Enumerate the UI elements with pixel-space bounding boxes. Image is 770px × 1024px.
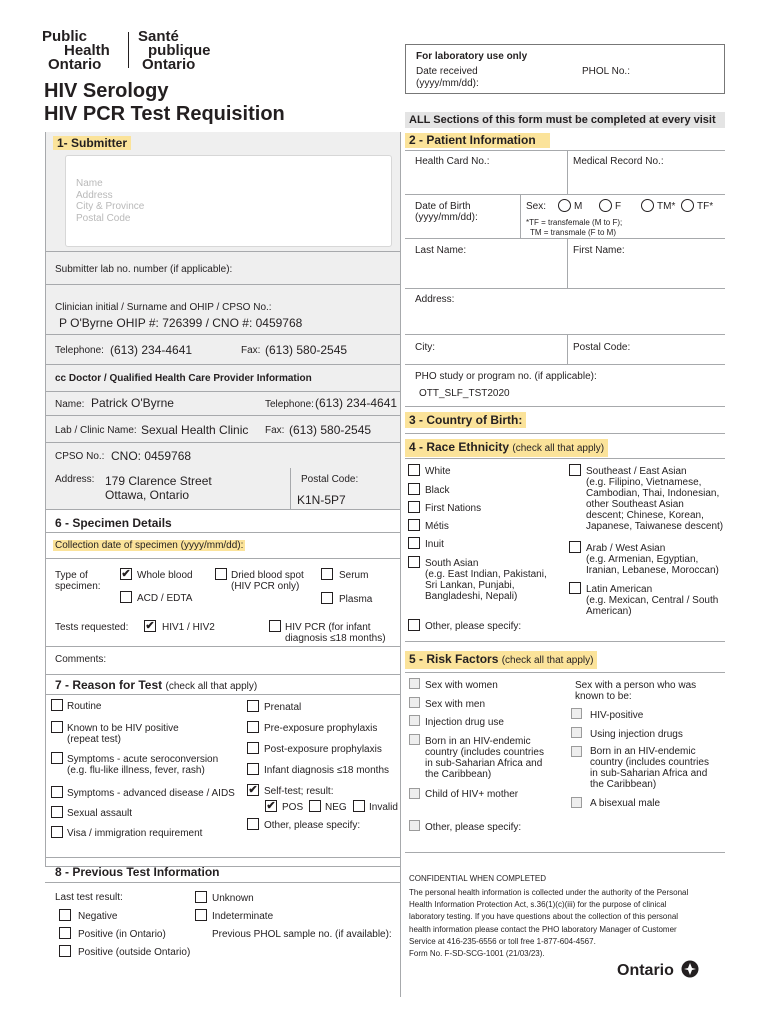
patient-heading: 2 - Patient Information (405, 133, 550, 148)
p-endemic-label (590, 746, 709, 790)
sexual-assault-label: Sexual assault (67, 808, 133, 819)
south-asian-line: Bangladeshi, Nepali) (425, 591, 518, 602)
left-border (45, 132, 46, 867)
acd-label: ACD / EDTA (137, 593, 193, 604)
health-card-label[interactable]: Health Card No.: (415, 156, 490, 167)
infant-label: Infant diagnosis ≤18 months (264, 765, 390, 776)
pcr-checkbox[interactable] (269, 620, 281, 632)
logo-fr-line: Santé (138, 28, 179, 45)
pos-label: POS (282, 802, 304, 813)
men-label: Sex with men (425, 699, 486, 710)
race-heading-row (405, 439, 608, 457)
invalid-checkbox[interactable] (353, 800, 365, 812)
last-name-label[interactable]: Last Name: (415, 245, 467, 256)
visa-checkbox[interactable] (51, 826, 63, 838)
address-placeholder-line: Address (76, 189, 113, 201)
left-column (45, 132, 400, 997)
cc-address-row (45, 468, 400, 510)
address-placeholder-line: Postal Code (76, 212, 131, 224)
latin-line: Latin American (586, 584, 653, 595)
indeterminate-label: Indeterminate (212, 911, 274, 922)
prep-checkbox[interactable] (247, 721, 259, 733)
whole-blood-checkbox[interactable]: ✔ (121, 568, 131, 580)
fax-label: Fax: (241, 345, 261, 356)
ontario-logo (617, 960, 699, 980)
hiv-positive-label: HIV-positive (590, 710, 644, 721)
dried-blood-line: Dried blood spot (231, 570, 304, 581)
race-heading: 4 - Race Ethnicity (409, 440, 510, 454)
dried-blood-label (231, 570, 304, 592)
south-asian-label (425, 558, 547, 602)
advanced-label: Symptoms - advanced disease / AIDS (67, 788, 235, 799)
women-label: Sex with women (425, 680, 498, 691)
telephone-label: Telephone: (55, 345, 104, 356)
self-test-label: Self-test; result: (264, 786, 334, 797)
negative-checkbox[interactable] (59, 909, 71, 921)
sex-note-line: *TF = transfemale (M to F); (526, 218, 623, 227)
submitter-heading: 1- Submitter (53, 136, 131, 150)
fax-value[interactable]: (613) 580-2545 (265, 343, 348, 357)
phol-sample-label[interactable]: Previous PHOL sample no. (if available): (212, 929, 392, 940)
invalid-label: Invalid (369, 802, 398, 813)
cc-postal-label: Postal Code: (301, 474, 359, 485)
se-asian-checkbox[interactable] (569, 464, 581, 476)
logo-en-line: Public (42, 28, 88, 45)
comments-label[interactable]: Comments: (55, 654, 107, 665)
left-bottom-rule (45, 866, 400, 867)
all-sections-note: ALL Sections of this form must be completed at every visit (405, 112, 725, 128)
arab-line: (e.g. Armenian, Egyptian, (586, 554, 699, 565)
known-positive-checkbox[interactable] (51, 721, 63, 733)
white-checkbox[interactable] (408, 464, 420, 476)
date-received-label: Date received (416, 66, 478, 77)
south-asian-line: South Asian (425, 558, 479, 569)
black-checkbox[interactable] (408, 483, 420, 495)
person-heading-line: known to be: (575, 691, 632, 702)
cc-fax-label: Fax: (265, 425, 285, 436)
latin-checkbox[interactable] (569, 582, 581, 594)
country-heading[interactable]: 3 - Country of Birth: (405, 412, 526, 428)
south-asian-line: Sri Lankan, Punjabi, (425, 580, 515, 591)
ontario-logo-text: Ontario (617, 962, 674, 979)
endemic-line: country (includes countries (425, 747, 544, 758)
visa-label: Visa / immigration requirement (67, 828, 203, 839)
cc-name-value[interactable]: Patrick O'Byrne (91, 396, 174, 410)
sexual-assault-checkbox[interactable] (51, 806, 63, 818)
idu-checkbox[interactable] (409, 715, 420, 726)
specimen-type-label (55, 570, 101, 592)
idu-label: Injection drug use (425, 717, 504, 728)
neg-label: NEG (325, 802, 347, 813)
submitter-lab-no-field[interactable] (45, 252, 400, 285)
form-title-line: HIV PCR Test Requisition (44, 103, 285, 125)
women-checkbox[interactable] (409, 678, 420, 689)
risk-other-checkbox[interactable] (409, 820, 420, 831)
logo-divider (128, 32, 129, 68)
neg-checkbox[interactable] (309, 800, 321, 812)
trillium-icon (681, 960, 699, 978)
race-other-checkbox[interactable] (408, 619, 420, 631)
person-heading (575, 680, 696, 702)
sex-f-radio[interactable] (599, 199, 612, 212)
using-drugs-checkbox[interactable] (571, 727, 582, 738)
sex-note-line: TM = transmale (F to M) (530, 228, 617, 237)
pcr-line: diagnosis ≤18 months) (285, 633, 386, 644)
prenatal-label: Prenatal (264, 702, 302, 713)
acute-label (67, 754, 218, 776)
unknown-label: Unknown (212, 893, 254, 904)
acute-line: (e.g. flu-like illness, fever, rash) (67, 765, 205, 776)
address-placeholder-line: Name (76, 178, 103, 189)
serum-label: Serum (339, 570, 369, 581)
endemic-label (425, 736, 544, 780)
latin-label (586, 584, 718, 617)
p-endemic-checkbox[interactable] (571, 746, 582, 757)
pep-checkbox[interactable] (247, 742, 259, 754)
sex-note (526, 218, 622, 238)
hiv12-label: HIV1 / HIV2 (162, 622, 215, 633)
se-asian-line: descent; Chinese, Korean, (586, 510, 704, 521)
cc-address-label: Address: (55, 474, 95, 485)
confidential-line: Health Information Protection Act, s.36(1)(c)(iii) for the purpose of clinical (409, 900, 667, 910)
pho-study-value[interactable]: OTT_SLF_TST2020 (419, 388, 510, 399)
confidential-line: Service at 416-235-6556 or toll free 1-877-604-4567. (409, 936, 596, 946)
pcr-line: HIV PCR (for infant (285, 622, 371, 633)
se-asian-label (586, 466, 723, 532)
cc-name-label: Name: (55, 399, 85, 410)
se-asian-line: other Southeast Asian (586, 499, 684, 510)
cc-address-line: Ottawa, Ontario (105, 488, 190, 502)
negative-label: Negative (78, 911, 118, 922)
reason-heading-row (55, 678, 257, 692)
latin-line: American) (586, 606, 632, 617)
arab-line: Arab / West Asian (586, 543, 666, 554)
south-asian-line: (e.g. East Indian, Pakistani, (425, 569, 547, 580)
clinician-field[interactable] (45, 285, 400, 335)
cc-address-line: 179 Clarence Street (105, 474, 212, 488)
reason-heading: 7 - Reason for Test (55, 678, 163, 692)
confidential-heading: CONFIDENTIAL WHEN COMPLETED (409, 874, 547, 883)
arab-checkbox[interactable] (569, 541, 581, 553)
confidential-line: health information please contact the PHO laboratory Manager of Customer (409, 924, 677, 934)
endemic-line: in sub-Saharian Africa and (425, 758, 543, 769)
right-column (405, 132, 725, 997)
acute-line: Symptoms - acute seroconversion (67, 754, 219, 765)
sex-m-label: M (574, 201, 583, 212)
previous-heading: 8 - Previous Test Information (55, 865, 220, 879)
se-asian-line: Southeast / East Asian (586, 466, 687, 477)
clinician-value: P O'Byrne OHIP #: 726399 / CNO #: 0459768 (59, 316, 303, 330)
logo-en-line: Ontario (48, 56, 102, 73)
arab-label (586, 543, 719, 576)
indeterminate-checkbox[interactable] (195, 909, 207, 921)
telephone-value[interactable]: (613) 234-4641 (110, 343, 193, 357)
reason-sub: (check all that apply) (165, 681, 258, 692)
risk-other-label: Other, please specify: (425, 822, 522, 833)
cc-lab-value[interactable]: Sexual Health Clinic (141, 423, 249, 437)
serum-checkbox[interactable] (321, 568, 333, 580)
cc-telephone-value[interactable]: (613) 234-4641 (315, 396, 398, 410)
form-number: Form No. F-SD-SCG-1001 (21/03/23). (409, 949, 545, 959)
race-other-label: Other, please specify: (425, 621, 522, 632)
logo-en-line: Health (64, 42, 110, 59)
submitter-phone-row (45, 335, 400, 365)
medical-record-label[interactable]: Medical Record No.: (573, 156, 664, 167)
hiv12-checkbox[interactable]: ✔ (145, 620, 155, 632)
lab-use-heading: For laboratory use only (416, 51, 528, 62)
person-heading-line: Sex with a person who was (575, 680, 697, 691)
positive-on-checkbox[interactable] (59, 927, 71, 939)
cc-cpso-label: CPSO No.: (55, 451, 105, 462)
known-positive-label (67, 723, 179, 745)
prenatal-checkbox[interactable] (247, 700, 259, 712)
first-name-label[interactable]: First Name: (573, 245, 625, 256)
cc-heading: cc Doctor / Qualified Health Care Provider Information (55, 373, 312, 384)
pcr-label (285, 622, 386, 644)
city-label[interactable]: City: (415, 342, 435, 353)
logo-fr-line: Ontario (142, 56, 196, 73)
se-asian-line: Japanese, Taiwanese descent) (586, 521, 724, 532)
submitter-address-box[interactable] (65, 155, 392, 247)
positive-out-checkbox[interactable] (59, 945, 71, 957)
using-drugs-label: Using injection drugs (590, 729, 683, 740)
sex-m-radio[interactable] (558, 199, 571, 212)
logo-fr (138, 30, 228, 72)
p-endemic-line: the Caribbean) (590, 779, 657, 790)
cc-postal-value[interactable]: K1N-5P7 (297, 493, 346, 507)
advanced-checkbox[interactable] (51, 786, 63, 798)
logo-en (42, 30, 122, 72)
p-endemic-line: Born in an HIV-endemic (590, 746, 696, 757)
confidential-body (409, 887, 725, 960)
routine-label: Routine (67, 701, 102, 712)
patient-address-label[interactable]: Address: (415, 294, 455, 305)
cc-cpso-value[interactable]: CNO: 0459768 (111, 449, 192, 463)
cc-lab-label: Lab / Clinic Name: (55, 425, 137, 436)
child-checkbox[interactable] (409, 788, 420, 799)
south-asian-checkbox[interactable] (408, 556, 420, 568)
sex-tm-label: TM* (657, 201, 676, 212)
plasma-checkbox[interactable] (321, 592, 333, 604)
acute-checkbox[interactable] (51, 752, 63, 764)
dob-line: Date of Birth (415, 201, 471, 212)
prep-label: Pre-exposure prophylaxis (264, 723, 378, 734)
se-asian-line: Cambodian, Thai, Indonesian, (586, 488, 720, 499)
submitter-lab-no-label: Submitter lab no. number (if applicable): (55, 264, 233, 275)
inuit-label: Inuit (425, 539, 444, 550)
dried-blood-line: (HIV PCR only) (231, 581, 300, 592)
cc-telephone-label: Telephone: (265, 399, 314, 410)
form-title-line: HIV Serology (44, 80, 169, 102)
last-result-label: Last test result: (55, 892, 123, 903)
p-endemic-line: in sub-Saharian Africa and (590, 768, 708, 779)
pep-label: Post-exposure prophylaxis (264, 744, 382, 755)
specimen-type-line: specimen: (55, 581, 101, 592)
inuit-checkbox[interactable] (408, 537, 420, 549)
infant-checkbox[interactable] (247, 763, 259, 775)
risk-sub: (check all that apply) (501, 655, 594, 666)
confidential-line: laboratory testing. If you have questions about the collection of this personal (409, 912, 679, 922)
dob-line: (yyyy/mm/dd): (415, 212, 478, 223)
address-placeholder (76, 178, 144, 224)
known-positive-line: (repeat test) (67, 734, 121, 745)
child-label: Child of HIV+ mother (425, 789, 519, 800)
submitter-section (45, 132, 400, 252)
sex-tf-label: TF* (697, 201, 714, 212)
cc-fax-value[interactable]: (613) 580-2545 (289, 423, 372, 437)
dob-label[interactable] (415, 201, 478, 223)
patient-postal-label[interactable]: Postal Code: (573, 342, 631, 353)
first-nations-label: First Nations (425, 503, 482, 514)
confidential-line: The personal health information is collected under the authority of the Personal (409, 888, 689, 897)
collection-date-label[interactable]: Collection date of specimen (yyyy/mm/dd): (55, 540, 244, 551)
metis-label: Métis (425, 521, 449, 532)
arab-line: Iranian, Lebanese, Moroccan) (586, 565, 719, 576)
se-asian-line: (e.g. Filipino, Vietnamese, (586, 477, 702, 488)
sex-tf-radio[interactable] (681, 199, 694, 212)
sex-label: Sex: (526, 201, 547, 212)
pho-study-label: PHO study or program no. (if applicable): (415, 371, 597, 382)
form-title (44, 80, 285, 126)
plasma-label: Plasma (339, 594, 373, 605)
bisexual-label: A bisexual male (590, 798, 661, 809)
endemic-line: the Caribbean) (425, 769, 492, 780)
endemic-line: Born in an HIV-endemic (425, 736, 531, 747)
endemic-checkbox[interactable] (409, 734, 420, 745)
positive-out-label: Positive (outside Ontario) (78, 947, 191, 958)
sex-tm-radio[interactable] (641, 199, 654, 212)
date-received-format: (yyyy/mm/dd): (416, 78, 479, 89)
metis-checkbox[interactable] (408, 519, 420, 531)
logo-fr-line: publique (148, 42, 211, 59)
reason-other-checkbox[interactable] (247, 818, 259, 830)
unknown-checkbox[interactable] (195, 891, 207, 903)
p-endemic-line: country (includes countries (590, 757, 709, 768)
pho-logo (42, 28, 222, 73)
positive-on-label: Positive (in Ontario) (78, 929, 166, 940)
men-checkbox[interactable] (409, 697, 420, 708)
white-label: White (425, 466, 451, 477)
whole-blood-label: Whole blood (137, 570, 193, 581)
specimen-type-line: Type of (55, 570, 88, 581)
cc-address-value[interactable] (105, 474, 212, 502)
acd-checkbox[interactable] (120, 591, 132, 603)
tests-requested-label: Tests requested: (55, 622, 129, 633)
known-positive-line: Known to be HIV positive (67, 723, 179, 734)
address-placeholder-line: City & Province (76, 201, 145, 212)
dried-blood-checkbox[interactable] (215, 568, 227, 580)
race-sub: (check all that apply) (512, 443, 605, 454)
latin-line: (e.g. Mexican, Central / South (586, 595, 719, 606)
routine-checkbox[interactable] (51, 699, 63, 711)
specimen-heading: 6 - Specimen Details (55, 516, 172, 530)
hiv-positive-checkbox[interactable] (571, 708, 582, 719)
pos-checkbox[interactable]: ✔ (266, 800, 276, 812)
clinician-label: Clinician initial / Surname and OHIP / CPSO No.: (55, 302, 272, 313)
sex-f-label: F (615, 201, 622, 212)
lab-use-box (405, 44, 725, 94)
reason-other-label: Other, please specify: (264, 820, 361, 831)
bisexual-checkbox[interactable] (571, 797, 582, 808)
self-test-checkbox[interactable]: ✔ (248, 784, 258, 796)
risk-heading-row (405, 651, 597, 669)
black-label: Black (425, 485, 450, 496)
column-divider (400, 132, 401, 997)
risk-heading: 5 - Risk Factors (409, 652, 499, 666)
phol-no-label: PHOL No.: (582, 66, 630, 77)
first-nations-checkbox[interactable] (408, 501, 420, 513)
